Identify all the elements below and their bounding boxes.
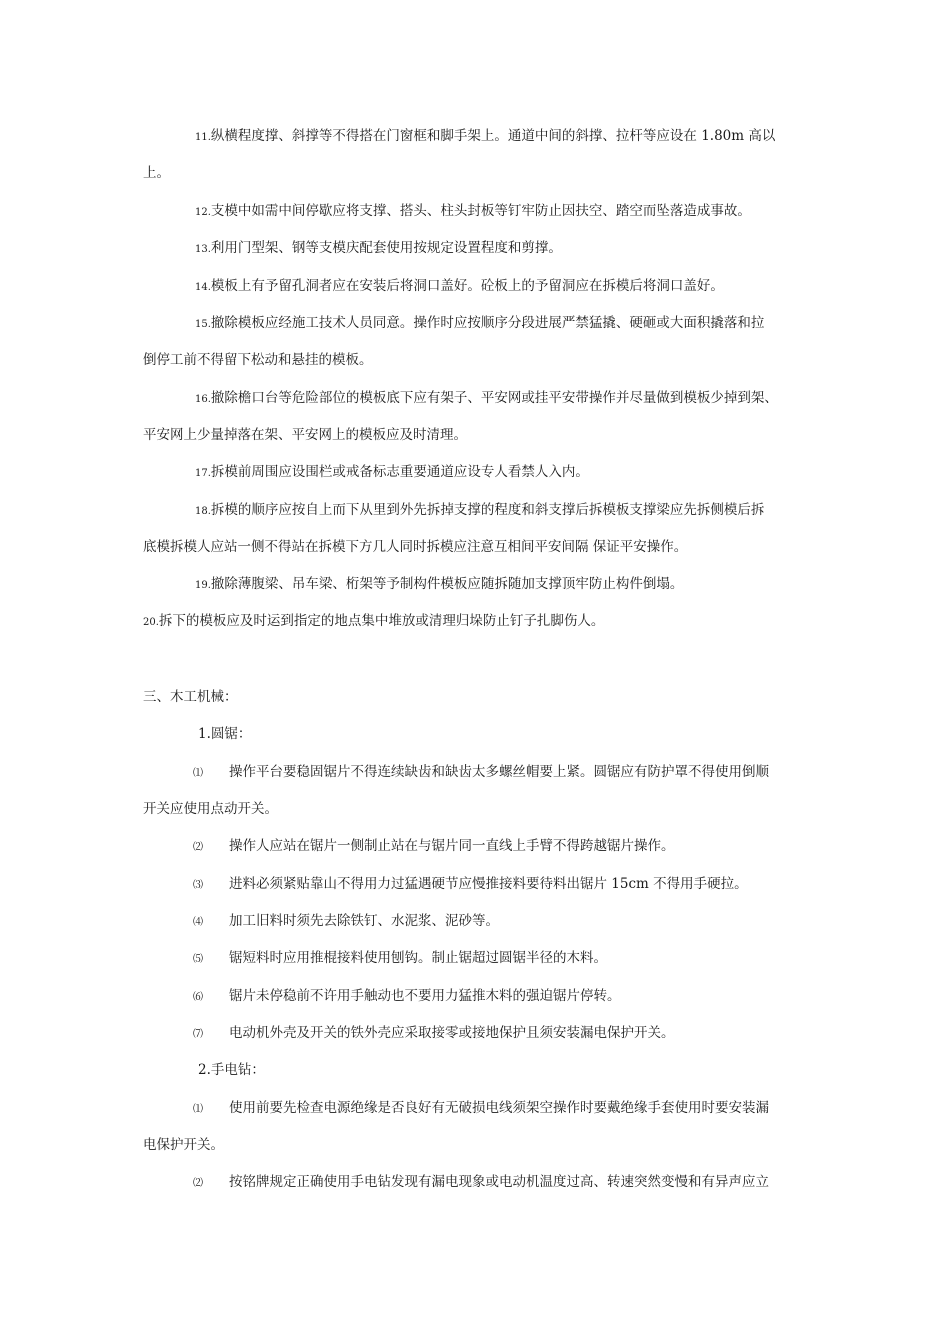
item-text: 电动机外壳及开关的铁外壳应采取接零或接地保护且须安装漏电保护开关。 xyxy=(229,1025,675,1041)
list-item-16 xyxy=(195,389,778,409)
item-number: 12. xyxy=(195,207,211,218)
drill-rule-1-continuation: 电保护开关。 xyxy=(143,1137,224,1153)
item-text: 拆模前周围应设围栏或戒备标志重要通道应设专人看禁人入内。 xyxy=(210,464,589,480)
item-text: 锯短料时应用推棍接料使用刨钩。制止锯超过圆锯半径的木料。 xyxy=(229,950,607,966)
item-number: ⑵ xyxy=(193,1178,203,1189)
item-number: ⑵ xyxy=(193,842,203,853)
item-text: 使用前要先检查电源绝缘是否良好有无破损电线须架空操作时要戴绝缘手套使用时要安装漏 xyxy=(229,1100,769,1116)
saw-rule-5 xyxy=(193,949,607,969)
list-item-15 xyxy=(195,314,764,334)
item-text: 按铭牌规定正确使用手电钻发现有漏电现象或电动机温度过高、转速突然变慢和有异声应立 xyxy=(229,1174,769,1190)
item-text: 进料必须紧贴靠山不得用力过猛遇硬节应慢推接料要待料出锯片 15cm 不得用手硬拉。 xyxy=(229,876,748,892)
saw-rule-4 xyxy=(193,912,499,932)
item-text: 利用门型架、钢等支模庆配套使用按规定设置程度和剪撑。 xyxy=(210,240,562,256)
list-item-14 xyxy=(195,277,724,297)
subsection-heading-hand-drill: 2.手电钻： xyxy=(198,1062,265,1078)
list-item-11-continuation: 上。 xyxy=(143,165,170,181)
list-item-19 xyxy=(195,575,683,595)
item-number: ⑴ xyxy=(193,1104,203,1115)
item-text: 纵横程度撑、斜撑等不得搭在门窗框和脚手架上。通道中间的斜撑、拉杆等应设在 1.80m 高以 xyxy=(210,128,776,144)
list-item-20 xyxy=(143,612,604,632)
list-item-17 xyxy=(195,463,589,483)
item-number: 19. xyxy=(195,580,211,591)
saw-rule-3 xyxy=(193,875,748,895)
item-number: 18. xyxy=(195,506,211,517)
drill-rule-2 xyxy=(193,1173,769,1193)
saw-rule-7 xyxy=(193,1024,675,1044)
item-number: ⑹ xyxy=(193,992,203,1003)
item-text: 拆下的模板应及时运到指定的地点集中堆放或清理归垛防止钉子扎脚伤人。 xyxy=(158,613,605,629)
saw-rule-1-continuation: 开关应使用点动开关。 xyxy=(143,801,278,817)
section-heading: 三、木工机械： xyxy=(143,689,238,705)
item-number: 15. xyxy=(195,319,211,330)
item-text: 锯片未停稳前不许用手触动也不要用力猛推木料的强迫锯片停转。 xyxy=(229,988,621,1004)
list-item-13 xyxy=(195,239,562,259)
list-item-15-continuation: 倒停工前不得留下松动和悬挂的模板。 xyxy=(143,352,373,368)
item-text: 加工旧料时须先去除铁钉、水泥浆、泥砂等。 xyxy=(229,913,499,929)
item-number: 11. xyxy=(195,132,211,143)
saw-rule-6 xyxy=(193,987,621,1007)
item-number: 16. xyxy=(195,394,211,405)
item-text: 操作平台要稳固锯片不得连续缺齿和缺齿太多螺丝帽要上紧。圆锯应有防护罩不得使用倒顺 xyxy=(229,764,769,780)
item-number: ⑸ xyxy=(193,954,203,965)
item-text: 撤除模板应经施工技术人员同意。操作时应按顺序分段进展严禁猛撬、硬砸或大面积撬落和拉 xyxy=(210,315,765,331)
item-number: 17. xyxy=(195,468,211,479)
list-item-16-continuation: 平安网上少量掉落在架、平安网上的模板应及时清理。 xyxy=(143,427,467,443)
list-item-18-continuation: 底模拆模人应站一侧不得站在拆模下方几人同时拆模应注意互相间平安间隔 保证平安操作。 xyxy=(143,539,688,555)
item-number: 14. xyxy=(195,282,211,293)
item-text: 支模中如需中间停歇应将支撑、搭头、柱头封板等钉牢防止因扶空、踏空而坠落造成事故。 xyxy=(210,203,751,219)
item-number: ⑶ xyxy=(193,880,203,891)
saw-rule-1 xyxy=(193,763,769,783)
drill-rule-1 xyxy=(193,1099,769,1119)
item-number: 20. xyxy=(143,617,159,628)
item-text: 操作人应站在锯片一侧制止站在与锯片同一直线上手臂不得跨越锯片操作。 xyxy=(229,838,675,854)
item-number: 13. xyxy=(195,244,211,255)
list-item-18 xyxy=(195,501,764,521)
item-number: ⑷ xyxy=(193,917,203,928)
item-text: 模板上有予留孔洞者应在安装后将洞口盖好。砼板上的予留洞应在拆模后将洞口盖好。 xyxy=(210,278,724,294)
subsection-heading-circular-saw: 1.圆锯： xyxy=(198,726,252,742)
item-text: 拆模的顺序应按自上而下从里到外先拆掉支撑的程度和斜支撑后拆模板支撑梁应先拆侧模后拆 xyxy=(210,502,765,518)
item-text: 撤除檐口台等危险部位的模板底下应有架子、平安网或挂平安带操作并尽量做到模板少掉到架、 xyxy=(210,390,778,406)
list-item-12 xyxy=(195,202,751,222)
saw-rule-2 xyxy=(193,837,675,857)
list-item-11 xyxy=(195,127,775,147)
item-number: ⑴ xyxy=(193,768,203,779)
item-text: 撤除薄腹梁、吊车梁、桁架等予制构件模板应随拆随加支撑顶牢防止构件倒塌。 xyxy=(210,576,684,592)
item-number: ⑺ xyxy=(193,1029,203,1040)
